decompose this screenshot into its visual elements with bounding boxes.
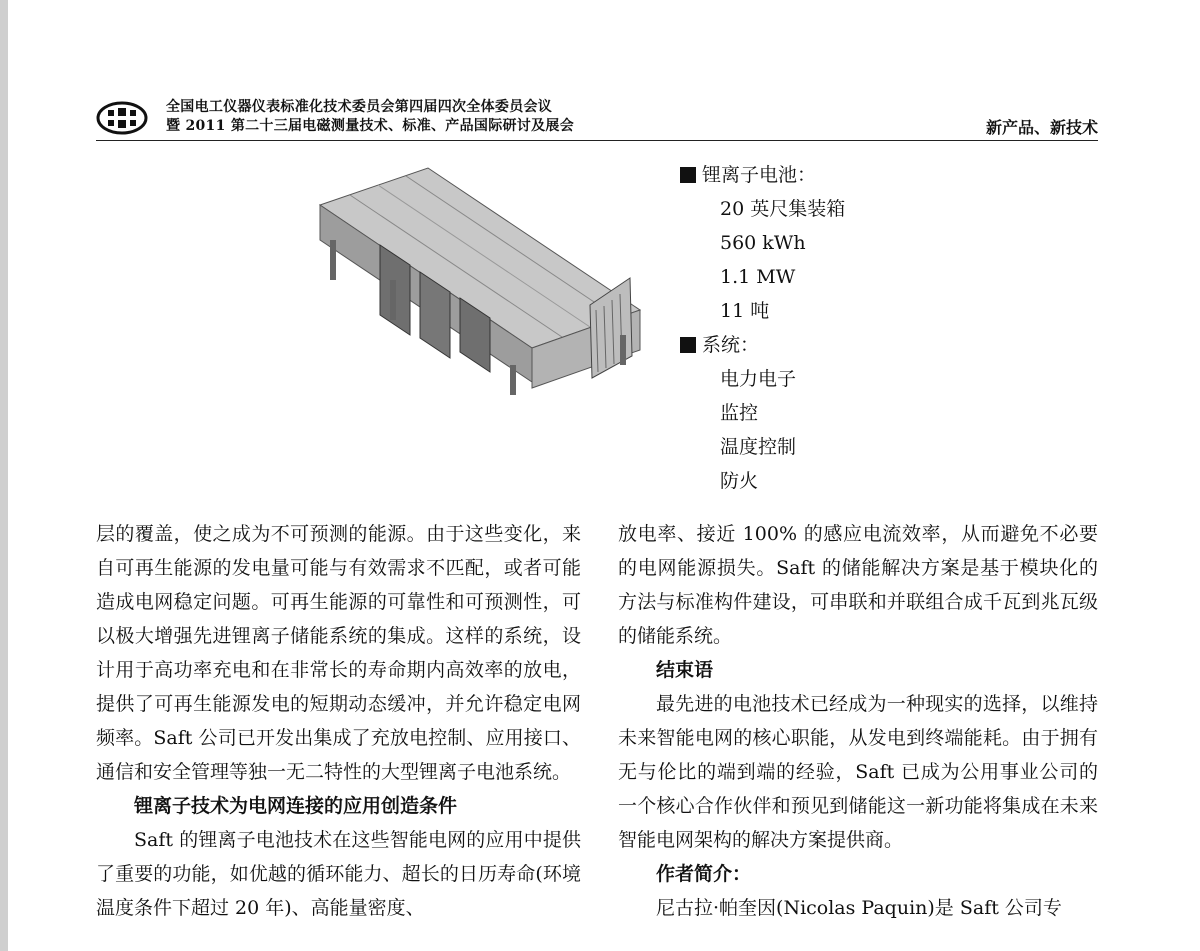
body-paragraph: 最先进的电池技术已经成为一种现实的选择，以维持未来智能电网的核心职能，从发电到终端能耗。由于拥有无与伦比的端到端的经验，Saft 已成为公用事业公司的一个核心合作伙伴和预见到储能这一新功能将集成在未来智能电网架构的解决方案提供商。: [618, 693, 1098, 851]
scan-edge: [0, 0, 8, 951]
body-paragraph: Saft 的锂离子电池技术在这些智能电网的应用中提供了重要的功能，如优越的循环能力、超长的日历寿命(环境温度条件下超过 20 年)、高能量密度、: [96, 829, 581, 919]
page-header: [96, 92, 1098, 140]
square-bullet-icon: [680, 167, 696, 183]
spec-item: 11 吨: [720, 300, 770, 322]
square-bullet-icon: [680, 337, 696, 353]
battery-container-image: [310, 160, 650, 400]
system-spec-label: 系统：: [702, 334, 760, 356]
body-paragraph: 尼古拉·帕奎因(Nicolas Paquin)是 Saft 公司专: [656, 897, 1062, 919]
spec-item: 560 kWh: [720, 232, 806, 254]
spec-item: 电力电子: [720, 368, 797, 390]
spec-list: [680, 158, 845, 498]
battery-spec-label: 锂离子电池：: [702, 164, 817, 186]
spec-item: 20 英尺集装箱: [720, 198, 846, 220]
spec-item: 1.1 MW: [720, 266, 796, 288]
left-text-column: [96, 517, 581, 925]
conference-logo-icon: [96, 100, 148, 136]
section-heading: 结束语: [656, 659, 714, 681]
header-title-line1: 全国电工仪器仪表标准化技术委员会第四届四次全体委员会议: [166, 99, 553, 115]
spec-item: 监控: [720, 402, 759, 424]
battery-spec-heading: [680, 158, 845, 192]
header-divider: [96, 140, 1098, 141]
system-spec-heading: [680, 328, 845, 362]
body-paragraph: 层的覆盖，使之成为不可预测的能源。由于这些变化，来自可再生能源的发电量可能与有效需求不匹配，或者可能造成电网稳定问题。可再生能源的可靠性和可预测性，可以极大增强先进锂离子储能系统的集成。这样的系统，设计用于高功率充电和在非常长的寿命期内高效率的放电，提供了可再生能源发电的短期动态缓冲，并允许稳定电网频率。Saft 公司已开发出集成了充放电控制、应用接口、通信和安全管理等独一无二特性的大型锂离子电池系统。: [96, 523, 581, 783]
section-heading: 作者简介：: [656, 863, 752, 885]
section-heading: 锂离子技术为电网连接的应用创造条件: [134, 795, 458, 817]
spec-item: 温度控制: [720, 436, 797, 458]
body-paragraph: 放电率、接近 100% 的感应电流效率，从而避免不必要的电网能源损失。Saft 的储能解决方案是基于模块化的方法与标准构件建设，可串联和并联组合成千瓦到兆瓦级的储能系统。: [618, 523, 1098, 647]
header-title-line2: 暨 2011 第二十三届电磁测量技术、标准、产品国际研讨及展会: [166, 118, 575, 134]
right-text-column: [618, 517, 1098, 925]
spec-item: 防火: [720, 470, 759, 492]
section-label: 新产品、新技术: [985, 118, 1098, 137]
